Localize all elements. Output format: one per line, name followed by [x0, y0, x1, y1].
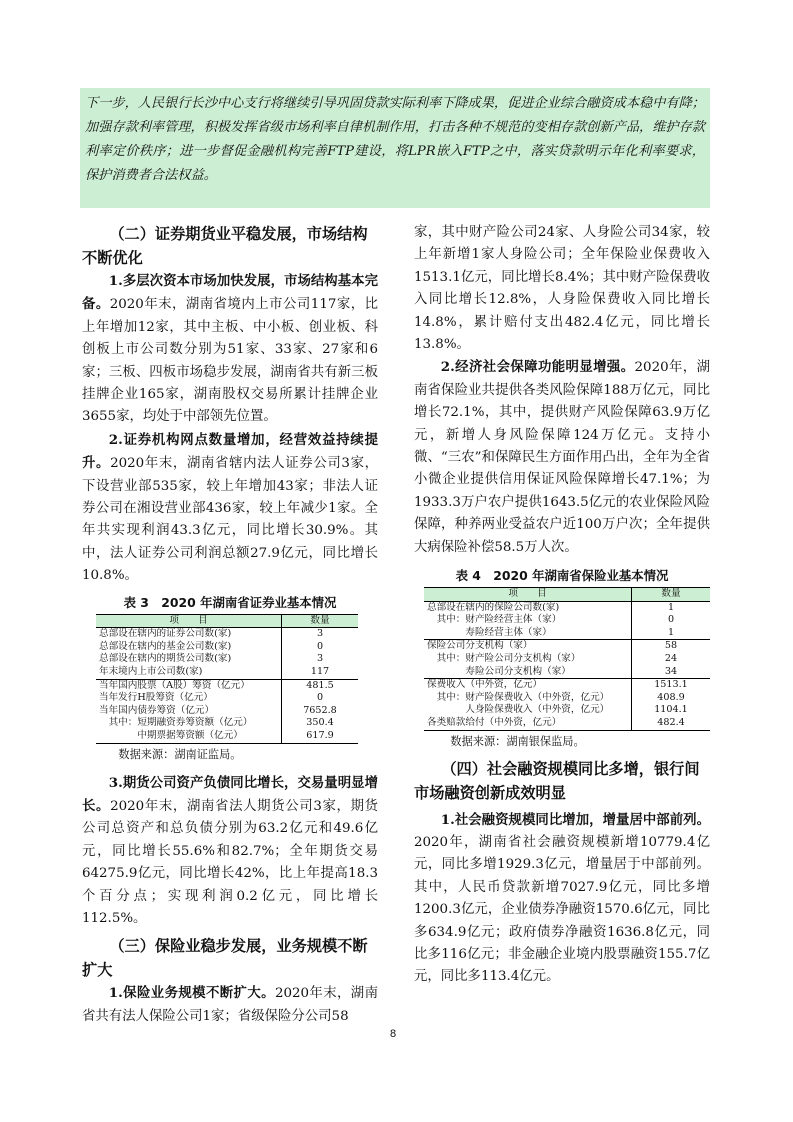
table-cell-item: 寿险公司分支机构（家） [424, 666, 632, 679]
highlight-text: 下一步，人民银行长沙中心支行将继续引导巩固贷款实际利率下降成果，促进企业综合融资成本稳中有降；加强存款利率管理，积极发挥省级市场利率自律机制作用，打击各种不规范的变相存款创新产品，维护存款利率定价秩序；进一步督促金融机构完善FTP建设，将LPR嵌入FTP之中，落实贷款明示年化利率要求，保护消费者合法权益。 [85, 96, 705, 183]
paragraph [82, 270, 378, 429]
page-number: 8 [390, 1028, 397, 1040]
table-cell-value: 0 [316, 692, 324, 704]
table-securities [96, 614, 358, 744]
table-cell-value: 1 [667, 601, 675, 613]
paragraph [82, 429, 378, 588]
paragraph: 家，其中财产险公司24家、人身险公司34家，较上年新增1家人身险公司；全年保险业保费收入1513.1亿元，同比增长8.4%；其中财产险保费收入同比增长12.8%，人身险保费收入同比增长14.8%，累计赔付支出482.4亿元，同比增长13.8%。 [414, 225, 710, 353]
paragraph-lead: 1.多层次资本市场加快发展，市场结构基本完备。 [82, 273, 378, 313]
table-header: 数量 [632, 588, 711, 602]
table-caption: 表 3 2020 年湖南省证券业基本情况 [123, 594, 337, 610]
table-cell-item: 各类赔款给付（中外资，亿元） [424, 717, 632, 730]
table-cell-value: 408.9 [657, 691, 685, 703]
table-cell-item: 寿险经营主体（家） [424, 627, 632, 640]
paragraph [82, 772, 378, 931]
paragraph-body: 2020年末，湖南省辖内法人证券公司3家，下设营业部535家，较上年增加43家；非法人证券公司在湘设营业部436家，较上年减少1家。全年共实现利润43.3亿元，同比增长30.9%。其中，法人证券公司利润总额27.9亿元，同比增长10.8%。 [82, 456, 378, 584]
table-cell-item: 当年发行H股筹资（亿元） [96, 692, 282, 705]
paragraph [414, 809, 710, 989]
table-row [96, 628, 358, 641]
paragraph-lead: 1.保险业务规模不断扩大。 [108, 985, 275, 1002]
table-cell-item: 中期票据筹资额（亿元） [96, 730, 282, 743]
table-cell-value: 7652.8 [303, 704, 337, 716]
section-heading-insurance: （三）保险业稳步发展，业务规模不断扩大 [82, 937, 368, 980]
table-row [96, 692, 358, 705]
table-cell-value: 58 [632, 640, 711, 653]
paragraph-body: 2020年末，湖南省境内上市公司117家，比上年增加12家，其中主板、中小板、创业板、科创板上市公司数分别为51家、33家、27家和6家；三板、四板市场稳步发展，湖南省共有新三板挂牌企业165家，湖南股权交易所累计挂牌企业3655家，均处于中部领先位置。 [82, 297, 378, 425]
table-cell-item: 年末境内上市公司数(家) [96, 666, 282, 679]
table-source: 数据来源：湖南银保监局。 [450, 734, 585, 748]
table-row [424, 704, 710, 717]
paragraph [82, 982, 378, 1028]
right-column [414, 222, 710, 989]
paragraph-lead: 2.经济社会保障功能明显增强。 [440, 359, 635, 376]
paragraph-body: 2020年末，湖南省共有法人保险公司1家；省级保险分公司58 [82, 986, 378, 1024]
table-cell-value: 3 [316, 653, 324, 665]
table-cell-item: 总部设在辖内的期货公司数(家) [96, 653, 282, 666]
table-cell-value: 1513.1 [632, 679, 711, 692]
table-source: 数据来源：湖南证监局。 [118, 747, 242, 761]
table-cell-item: 其中：短期融资券筹资额（亿元） [96, 717, 282, 730]
section-heading-financing: （四）社会融资规模同比多增，银行间市场融资创新成效明显 [414, 759, 700, 802]
table-row [96, 679, 358, 692]
table-row [96, 717, 358, 730]
table-cell-item: 其中：财产险经营主体（家） [424, 614, 632, 627]
table-insurance [424, 587, 710, 731]
table-cell-item: 当年国内股票（A股）筹资（亿元） [96, 679, 282, 692]
table-cell-value: 0 [316, 640, 324, 652]
table-row [96, 666, 358, 679]
table-row [96, 730, 358, 743]
table-header: 项 目 [96, 614, 282, 628]
highlight-box [80, 88, 710, 208]
table-cell-value: 24 [664, 653, 678, 665]
table-cell-value: 482.4 [632, 717, 711, 730]
table-cell-item: 当年国内债券筹资（亿元） [96, 705, 282, 718]
table-cell-item: 总部设在辖内的基金公司数(家) [96, 641, 282, 654]
table-cell-value: 481.5 [282, 679, 359, 692]
table-header: 数量 [282, 614, 359, 628]
table-header: 项 目 [424, 588, 632, 602]
table-row [424, 679, 710, 692]
table-row [424, 717, 710, 730]
table-cell-item: 其中：财产险公司分支机构（家） [424, 653, 632, 666]
table-row [424, 666, 710, 679]
table-row [424, 692, 710, 705]
table-cell-item: 人身险保费收入（中外资，亿元） [424, 704, 632, 717]
table-row [424, 627, 710, 640]
table-cell-value: 617.9 [282, 730, 359, 743]
paragraph [414, 356, 710, 559]
table-cell-item: 保费收入（中外资，亿元） [424, 679, 632, 692]
table-cell-value: 0 [667, 614, 675, 626]
table-row [96, 641, 358, 654]
left-column [82, 222, 378, 1028]
table-cell-item: 其中：财产险保费收入（中外资，亿元） [424, 692, 632, 705]
paragraph-lead: 3.期货公司资产负债同比增长，交易量明显增长。 [82, 774, 378, 815]
table-cell-value: 3 [316, 628, 324, 640]
table-cell-value: 350.4 [306, 717, 334, 729]
table-cell-value: 117 [310, 666, 330, 678]
table-cell-value: 1104.1 [654, 704, 688, 716]
table-cell-item: 总部设在辖内的证券公司数(家) [96, 628, 282, 641]
section-heading-securities: （二）证券期货业平稳发展，市场结构不断优化 [82, 225, 368, 267]
table-cell-item: 总部设在辖内的保险公司数(家) [424, 601, 632, 614]
table-cell-item: 保险公司分支机构（家） [424, 640, 632, 653]
table-row [96, 705, 358, 718]
table-cell-value: 34 [664, 665, 678, 677]
paragraph-lead: 2.证券机构网点数量增加，经营效益持续提升。 [82, 431, 378, 472]
table-row [424, 653, 710, 666]
table-caption: 表 4 2020 年湖南省保险业基本情况 [455, 568, 669, 584]
paragraph-body: 2020年，湖南省保险业共提供各类风险保障188万亿元，同比增长72.1%，其中，提供财产风险保障63.9万亿元，新增人身风险保障124万亿元。支持小微、“三农”和保障民生方面作用凸出，全年为全省小微企业提供信用保证风险保障增长47.1%；为1933.3万户农户提供1643.5亿元的农业保险风险保障，种养两业受益农户近100万户次；全年提供大病保险补偿58.5万人次。 [414, 360, 710, 555]
table-row [424, 614, 710, 627]
table-cell-value: 1 [667, 626, 675, 638]
paragraph-body: 2020年，湖南省社会融资规模新增10779.4亿元，同比多增1929.3亿元，增量居于中部前列。其中，人民币贷款新增7027.9亿元，同比多增1200.3亿元，企业债券净融资1570.6亿元，同比多634.9亿元；政府债券净融资1636.8亿元，同比多116亿元；非金融企业境内股票融资155.7亿元，同比多113.4亿元。 [414, 835, 710, 985]
table-row [424, 640, 710, 653]
table-row [96, 653, 358, 666]
paragraph-body: 2020年末，湖南省法人期货公司3家，期货公司总资产和总负债分别为63.2亿元和49.6亿元，同比增长55.6%和82.7%；全年期货交易64275.9亿元，同比增长42%，比上年提高18.3个百分点；实现利润0.2亿元，同比增长112.5%。 [82, 799, 378, 927]
paragraph-lead: 1.社会融资规模同比增加，增量居中部前列。 [440, 811, 710, 828]
table-row [424, 601, 710, 614]
